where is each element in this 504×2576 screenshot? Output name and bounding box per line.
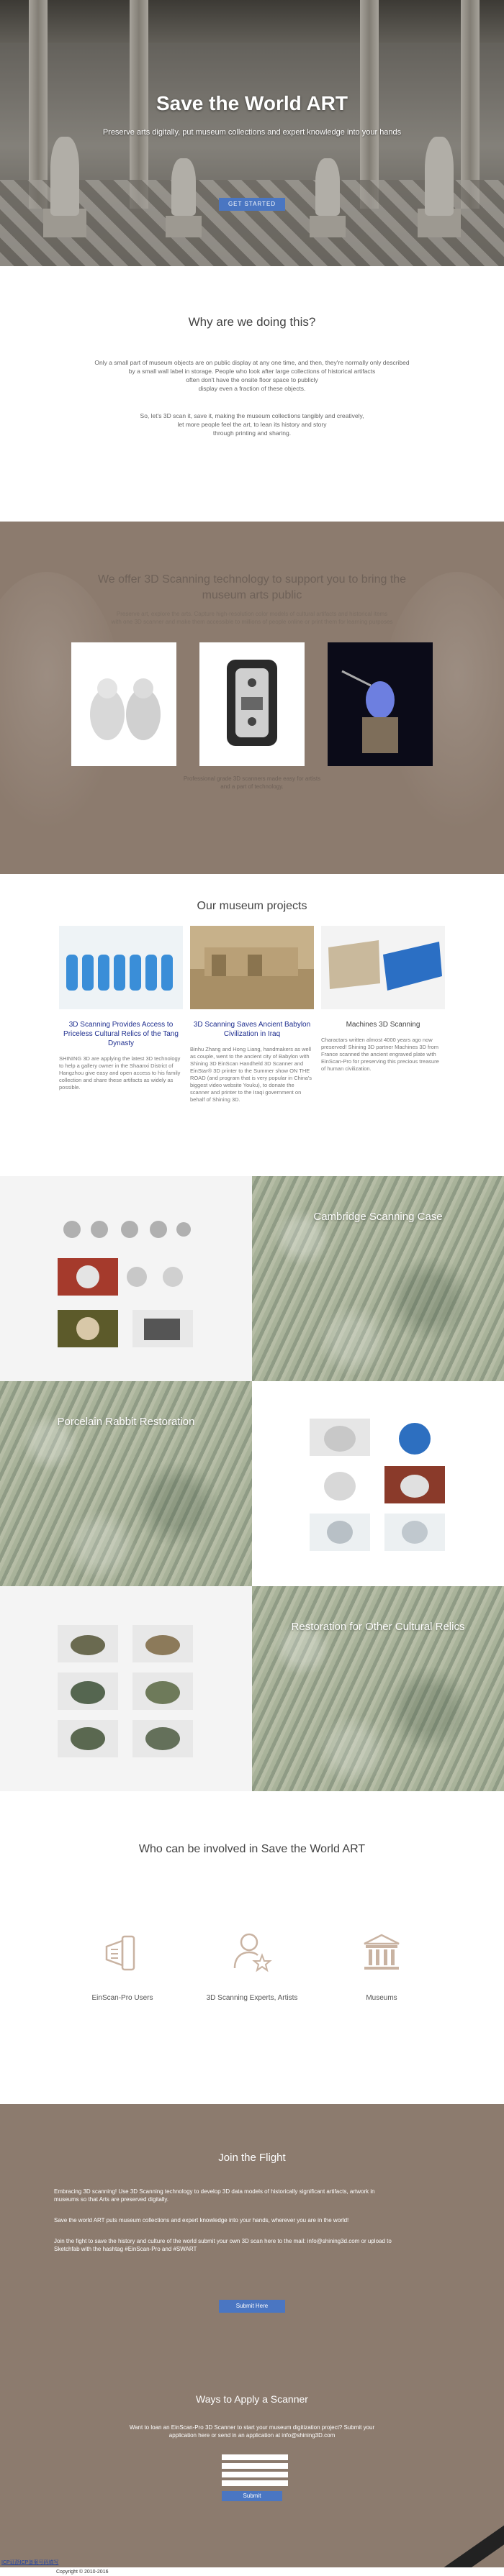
copyright: Copyright © 2010-2016 <box>56 2570 109 2575</box>
why-paragraph-1 <box>72 358 432 393</box>
join-title: Join the Flight <box>218 2152 286 2164</box>
text-line: Sketchfab with the hashtag #EinScan-Pro and #SWART <box>54 2246 197 2252</box>
project-text: Binhu Zhang and Hong Liang, handmakers as well as couple, went to the ancient city of Babylon with Shining 3D EinScan Handheld 3D Scanner and EinStar® 3D printer to the Summer show ON THE ROAD (and program that is very popular in China's biggest video website Youku), to donate the scanner and printer to the Iraqi government on behalf of Shining 3D. <box>190 1046 312 1103</box>
museum-field[interactable] <box>222 2480 288 2486</box>
why-paragraph-2 <box>72 411 432 437</box>
who-item-museums <box>317 1928 446 2002</box>
join-section <box>0 2104 504 2576</box>
tang-relics-image <box>59 926 183 1009</box>
project-title[interactable]: 3D Scanning Provides Access to Priceless Cultural Relics of the Tang Dynasty <box>63 1021 179 1047</box>
cambridge-case-title[interactable]: Cambridge Scanning Case <box>313 1211 443 1223</box>
offer-caption <box>108 775 396 791</box>
offer-title <box>86 572 418 604</box>
porcelain-rabbit-grid <box>310 1416 446 1552</box>
apply-title: Ways to Apply a Scanner <box>196 2393 308 2405</box>
scanning-bust-image <box>328 642 433 766</box>
why-section <box>0 266 504 522</box>
project-text: SHINING 3D are applying the latest 3D technology to help a gallery owner in the Shaanxi District of Hangzhou give easy and open access to his family collection and share these artifacts as widely as possible. <box>59 1055 181 1091</box>
text-line: and a part of technology. <box>220 783 284 790</box>
text-line: Embracing 3D scanning! Use 3D Scanning technology to develop 3D data models of historically significant artifacts, artwork in <box>54 2188 375 2195</box>
offer-section <box>0 522 504 874</box>
text-line: display even a fraction of these objects. <box>198 385 306 392</box>
text-line: often don't have the onsite floor space to publicly <box>186 376 318 383</box>
who-item-einscan-users <box>58 1928 187 2002</box>
project-card[interactable] <box>190 926 314 1103</box>
restoration-relics-grid <box>58 1622 194 1759</box>
scanned-sculpture-image <box>71 642 176 766</box>
project-text: Charactars written almost 4000 years ago now preserved! Shining 3D partner Machines 3D from France scanned the ancient engraved plate with EinScan-Pro for preserving this precious treasure of human civilization. <box>321 1037 439 1072</box>
text-line: Join the fight to save the history and culture of the world submit your own 3D scan here to the mail: info@shining3d.com or upload to <box>54 2238 392 2244</box>
who-item-label: Museums <box>366 1994 397 2002</box>
who-item-label: EinScan-Pro Users <box>91 1994 153 2002</box>
text-line: Professional grade 3D scanners made easy for artists <box>183 775 321 782</box>
restoration-case-panel[interactable] <box>252 1586 504 1791</box>
icp-link[interactable]: ICP证浙ICP备案号码填写 <box>1 2560 59 2565</box>
email-field[interactable] <box>222 2463 288 2469</box>
join-paragraph-3 <box>54 2237 457 2253</box>
get-started-button[interactable]: GET STARTED <box>219 198 285 211</box>
porcelain-images-section <box>252 1381 504 1586</box>
join-paragraph-2: Save the world ART puts museum collections and expert knowledge into your hands, wherever you are in the world! <box>54 2217 349 2224</box>
text-line: Preserve art, explore the arts. Capture high-resolution color models of cultural artifacts and historical items <box>116 611 388 617</box>
apply-description <box>107 2423 397 2439</box>
projects-section <box>0 874 504 1176</box>
porcelain-case-title[interactable]: Porcelain Rabbit Restoration <box>57 1416 195 1428</box>
project-card[interactable] <box>59 926 183 1091</box>
text-line: Want to loan an EinScan-Pro 3D Scanner to start your museum digitization project? Submit your <box>129 2424 375 2431</box>
text-line: by a small wall label in storage. People who look after large collections of historical artifacts <box>128 368 376 375</box>
name-field[interactable] <box>222 2454 288 2460</box>
expert-star-icon <box>230 1928 274 1978</box>
text-line: museums so that Arts are preserved digitally. <box>54 2196 169 2203</box>
hero-title: Save the World ART <box>156 92 348 114</box>
project-title[interactable]: Machines 3D Scanning <box>346 1021 420 1029</box>
projects-title: Our museum projects <box>197 900 307 912</box>
scanner-device-image <box>199 642 305 766</box>
cambridge-sculptures-grid <box>58 1214 194 1350</box>
text-line: So, let's 3D scan it, save it, making the museum collections tangibly and creatively, <box>140 412 364 419</box>
who-item-label: 3D Scanning Experts, Artists <box>206 1994 298 2002</box>
text-line: Only a small part of museum objects are on public display at any one time, and then, they're normally only described <box>94 359 410 366</box>
text-line: We offer 3D Scanning technology to support you to bring the <box>97 573 407 586</box>
why-title: Why are we doing this? <box>188 315 316 329</box>
babylon-image <box>190 926 314 1009</box>
porcelain-case-panel[interactable] <box>0 1381 252 1586</box>
cambridge-case-panel[interactable] <box>252 1176 504 1381</box>
project-title[interactable]: 3D Scanning Saves Ancient Babylon Civilization in Iraq <box>193 1021 311 1038</box>
hero-section <box>0 0 504 266</box>
phone-field[interactable] <box>222 2472 288 2477</box>
scanner-icon <box>101 1928 144 1978</box>
text-line: through printing and sharing. <box>212 429 292 437</box>
who-title: Who can be involved in Save the World ART <box>138 1843 366 1855</box>
text-line: museum arts public <box>202 589 302 601</box>
museum-icon <box>360 1928 403 1978</box>
restoration-images-section <box>0 1586 252 1791</box>
offer-description <box>72 610 432 626</box>
join-paragraph-1 <box>54 2188 457 2203</box>
text-line: let more people feel the art, to lean its history and story <box>177 421 327 428</box>
text-line: with one 3D scanner and make them accessible to millions of people online or print them for learning purposes <box>111 619 393 625</box>
text-line: application here or send in an application at info@shining3D.com <box>168 2432 336 2439</box>
submit-here-button[interactable]: Submit Here <box>219 2300 285 2313</box>
who-item-experts <box>187 1928 317 2002</box>
engraved-plate-image <box>321 926 445 1009</box>
who-section <box>0 1791 504 2104</box>
restoration-case-title[interactable]: Restoration for Other Cultural Relics <box>291 1621 465 1633</box>
submit-button[interactable]: Submit <box>222 2491 282 2501</box>
hero-subtitle: Preserve arts digitally, put museum collections and expert knowledge into your hands <box>102 128 402 137</box>
project-card[interactable] <box>321 926 445 1073</box>
